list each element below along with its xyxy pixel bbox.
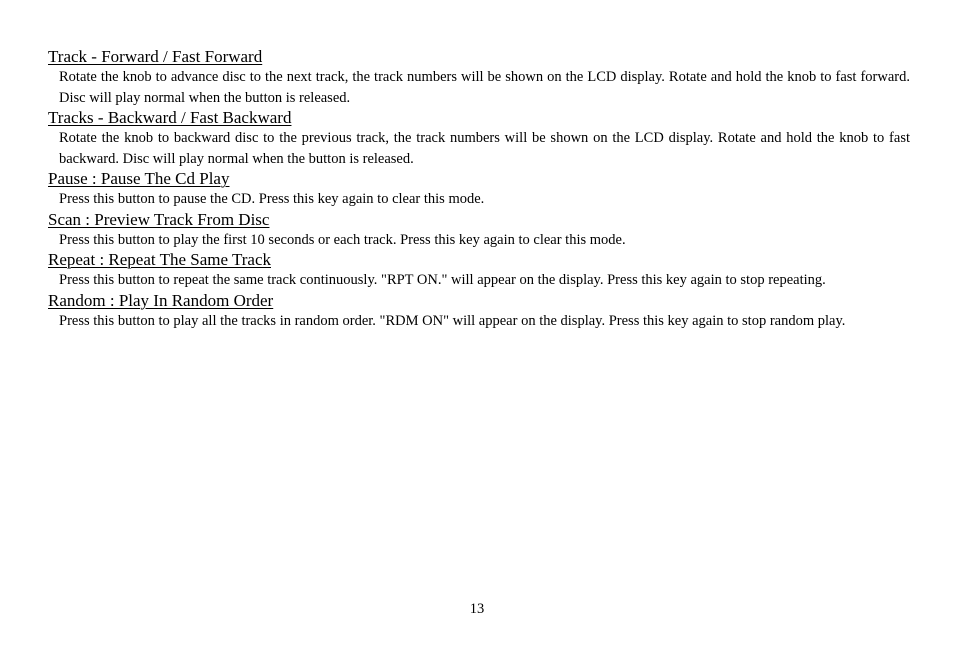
- section-random: [48, 291, 910, 332]
- section-repeat: [48, 250, 910, 291]
- section-scan: [48, 210, 910, 251]
- section-heading: Repeat : Repeat The Same Track: [48, 250, 271, 269]
- section-tracks-backward: [48, 108, 910, 169]
- section-heading: Tracks - Backward / Fast Backward: [48, 108, 292, 127]
- section-heading: Scan : Preview Track From Disc: [48, 209, 270, 229]
- manual-content: [48, 47, 910, 331]
- section-pause: [48, 169, 910, 210]
- section-heading: Pause : Pause The Cd Play: [48, 169, 230, 188]
- section-body: Press this button to play the first 10 seconds or each track. Press this key again to clear this mode.: [59, 231, 626, 248]
- section-heading: Track - Forward / Fast Forward: [48, 47, 263, 66]
- section-body: Rotate the knob to advance disc to the next track, the track numbers will be shown on the LCD display. Rotate and hold the knob to fast forward. Disc will play normal when the button is released.: [59, 69, 910, 106]
- page-number: 13: [469, 601, 485, 617]
- section-body: Press this button to play all the tracks in random order. "RDM ON" will appear on the display. Press this key again to stop random play.: [59, 312, 846, 329]
- section-heading: Random : Play In Random Order: [48, 290, 274, 310]
- section-track-forward: [48, 47, 910, 108]
- section-body: Rotate the knob to backward disc to the previous track, the track numbers will be shown on the LCD display. Rotate and hold the knob to fast backward. Disc will play normal when the button is released.: [59, 130, 910, 167]
- section-body: Press this button to repeat the same track continuously. "RPT ON." will appear on the display. Press this key again to stop repeating.: [59, 272, 826, 288]
- section-body: Press this button to pause the CD. Press this key again to clear this mode.: [59, 191, 485, 207]
